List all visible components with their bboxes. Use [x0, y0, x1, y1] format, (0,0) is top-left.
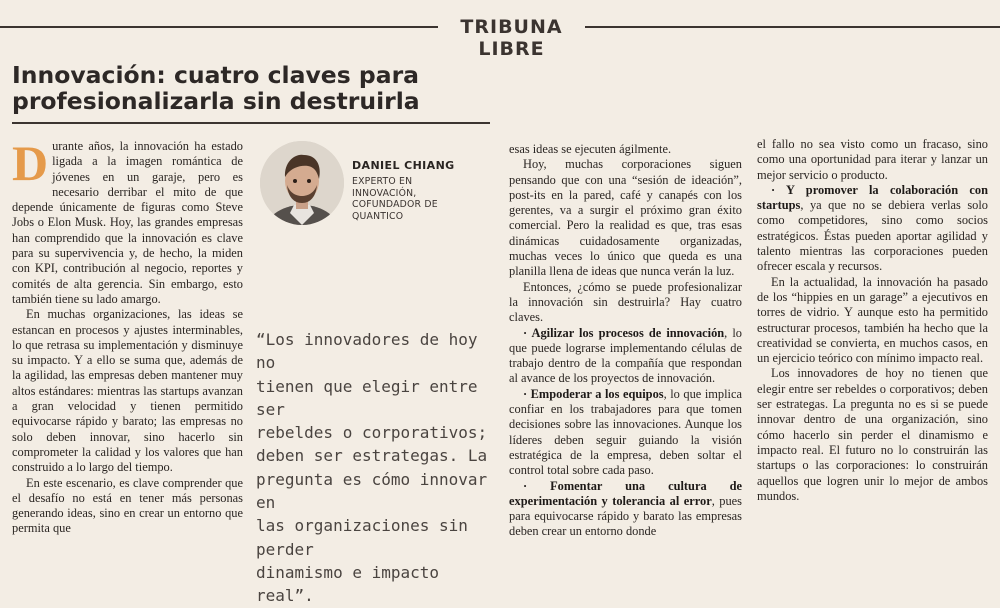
paragraph: En la actualidad, la innovación ha pasado de los “hippies en un garage” a ejecutivos en torres de vidrio. Y aunque esto ha permitido estructurar procesos, también ha hecho que la creatividad se convierta, en muchos casos, en un ejercicio teórico con mínimo impacto real.	[757, 274, 988, 366]
bullet-lead: · Agilizar los procesos de innovación	[523, 325, 725, 340]
bullet-lead: · Y promover la colaboración con startups	[757, 182, 988, 213]
section-rule-left	[0, 26, 438, 28]
author-role: EXPERTO EN INNOVACIÓN, COFUNDADOR DE QUANTICO	[352, 176, 438, 222]
pull-quote-line: las organizaciones sin perder	[256, 516, 468, 559]
section-label: TRIBUNA LIBRE	[460, 16, 563, 60]
headline-rule	[12, 122, 490, 124]
pull-quote-line: dinamismo e impacto real”.	[256, 562, 440, 606]
headline-line-2: profesionalizarla sin destruirla	[12, 87, 420, 115]
drop-cap: D	[12, 135, 49, 191]
author-photo	[260, 141, 344, 225]
article-column-3	[509, 142, 742, 540]
paragraph: esas ideas se ejecuten ágilmente.	[509, 142, 672, 156]
bullet-paragraph: · Agilizar los procesos de innovación, lo que puede lograrse implementando células de trabajo dentro de la compañía que respondan al avance de los proyectos de innovación.	[509, 325, 742, 386]
author-name: DANIEL CHIANG	[352, 159, 455, 172]
paragraph: En este escenario, es clave comprender que el desafío no está en tener más personas generando ideas, sino en crear un entorno que permita que	[12, 475, 243, 536]
pull-quote-line: tienen que elegir entre ser	[256, 376, 478, 419]
pull-quote-line: rebeldes o corporativos;	[256, 423, 488, 443]
paragraph: Entonces, ¿cómo se puede profesionalizar la innovación sin destruirla? Hay cuatro claves.	[509, 279, 742, 325]
paragraph: Los innovadores de hoy no tienen que elegir entre ser rebeldes o corporativos; deben ser estrategas. La pregunta no es si se puede innovar dentro de una organización, sino cómo hacerlo sin perder el dinamismo e impacto real. El futuro no lo construirán las startups o las corporaciones: lo construirán aquellos que logren unir lo mejor de ambos mundos.	[757, 366, 988, 503]
paragraph: En muchas organizaciones, las ideas se estancan en procesos y ajustes interminables, lo que retrasa su implementación y disminuye su impacto. Y a ello se suma que, además de la agilidad, las empresas deben mantener muy altos estándares: mientras las startups avanzan a gran velocidad y tienen permitido equivocarse rápido y barato; las empresas no solo deben innovar, sino hacerlo sin comprometer la calidad y los valores que han construido a lo largo del tiempo.	[12, 307, 243, 475]
headline-line-1: Innovación: cuatro claves para	[12, 61, 420, 89]
paragraph: Durante años, la innovación ha estado ligada a la imagen romántica de jóvenes en un garaje, pero es necesario derribar el mito de que depende únicamente de figuras como Steve Jobs o Elon Musk. Hoy, las grandes empresas han comprendido que la innovación es clave para su supervivencia y, de hecho, la miden con KPI, contribución al negocio, reportes y comités de alta gerencia. Sin embargo, esto también tiene su lado amargo.	[12, 135, 243, 306]
pull-quote-line: pregunta es cómo innovar en	[256, 469, 488, 513]
bullet-lead: · Fomentar una cultura de experimentación y tolerancia al error	[509, 478, 742, 508]
author-portrait-image	[260, 141, 344, 225]
pull-quote	[256, 328, 488, 608]
section-rule-right	[585, 26, 1000, 28]
pull-quote-line: deben ser estrategas. La	[256, 446, 488, 466]
watermark-decoration	[248, 478, 498, 505]
paragraph: Hoy, muchas corporaciones siguen pensando que con una “sesión de ideación”, post-its en la pared, café y canapés con los gerentes, va a surgir el próximo gran éxito comercial. Pero la realidad es que, tras esas dinámicas cuidadosamente organizadas, muchas veces lo único que queda es una planilla llena de ideas que nunca verán la luz.	[509, 157, 742, 279]
article-headline	[12, 62, 532, 114]
paragraph: el fallo no sea visto como un fracaso, sino como una oportunidad para iterar y lanzar un mejor servicio o producto.	[757, 137, 988, 182]
pull-quote-line: “Los innovadores de hoy no	[256, 330, 478, 373]
bullet-paragraph: · Fomentar una cultura de experimentación y tolerancia al error, pues para equivocarse rápido y barato las empresas deben crear un entorno donde	[509, 478, 742, 539]
bullet-paragraph: · Y promover la colaboración con startups, ya que no se debiera verlas solo como competidores, sino como socios estratégicos. Éstas pueden aportar agilidad y talento mientras las corporaciones pueden ofrecer escala y recursos.	[757, 182, 988, 274]
section-header	[0, 0, 1000, 60]
article-column-1	[12, 135, 243, 537]
bullet-paragraph: · Empoderar a los equipos, lo que implica confiar en los trabajadores para que tomen decisiones sobre las innovaciones. Aunque los líderes deben seguir guiando la visión estratégica de la empresa, deben soltar el control total sobre cada paso.	[509, 386, 742, 478]
bullet-lead: · Empoderar a los equipos	[523, 386, 664, 401]
article-column-4	[757, 137, 988, 504]
